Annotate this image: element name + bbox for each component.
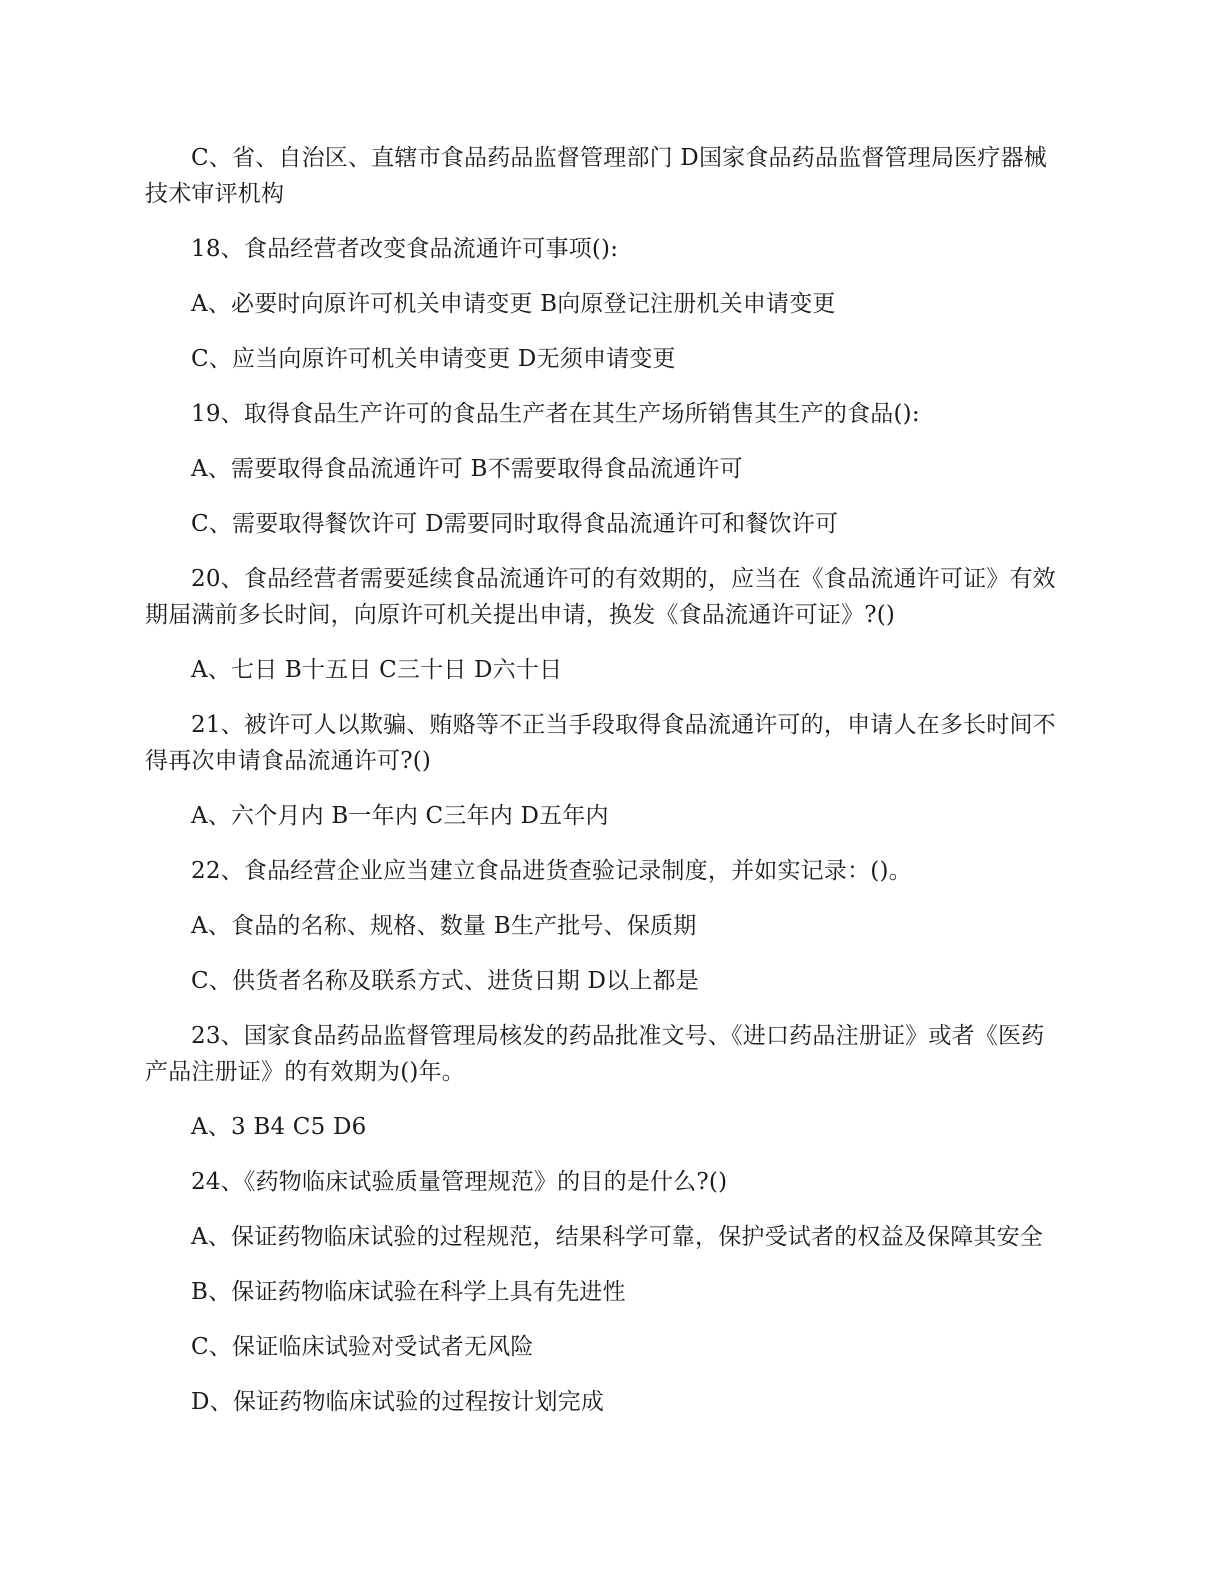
- document-body: [145, 140, 1060, 1439]
- question-23: 23、国家食品药品监督管理局核发的药品批准文号、《进口药品注册证》或者《医药产品注册证》的有效期为()年。: [145, 1023, 1045, 1085]
- option-line: A、必要时向原许可机关申请变更 B向原登记注册机关申请变更: [191, 291, 836, 317]
- question-18: 18、食品经营者改变食品流通许可事项():: [191, 236, 619, 262]
- option-line: A、七日 B十五日 C三十日 D六十日: [191, 657, 563, 683]
- option-line: A、保证药物临床试验的过程规范，结果科学可靠，保护受试者的权益及保障其安全: [191, 1224, 1044, 1250]
- option-line: C、需要取得餐饮许可 D需要同时取得食品流通许可和餐饮许可: [191, 511, 839, 537]
- option-line: D、保证药物临床试验的过程按计划完成: [191, 1389, 605, 1415]
- option-line: B、保证药物临床试验在科学上具有先进性: [191, 1279, 626, 1305]
- option-line: C、保证临床试验对受试者无风险: [191, 1334, 534, 1360]
- question-21: 21、被许可人以欺骗、贿赂等不正当手段取得食品流通许可的，申请人在多长时间不得再次申请食品流通许可?(): [145, 712, 1056, 774]
- question-19: 19、取得食品生产许可的食品生产者在其生产场所销售其生产的食品():: [191, 401, 920, 427]
- question-22: 22、食品经营企业应当建立食品进货查验记录制度，并如实记录：()。: [191, 858, 912, 884]
- option-line: A、食品的名称、规格、数量 B生产批号、保质期: [191, 913, 697, 939]
- option-line: A、六个月内 B一年内 C三年内 D五年内: [191, 803, 609, 829]
- question-24: 24、《药物临床试验质量管理规范》的目的是什么?(): [191, 1169, 728, 1195]
- option-line: C、应当向原许可机关申请变更 D无须申请变更: [191, 346, 676, 372]
- option-line: A、需要取得食品流通许可 B不需要取得食品流通许可: [191, 456, 743, 482]
- option-line: C、供货者名称及联系方式、进货日期 D以上都是: [191, 968, 699, 994]
- question-20: 20、食品经营者需要延续食品流通许可的有效期的，应当在《食品流通许可证》有效期届满前多长时间，向原许可机关提出申请，换发《食品流通许可证》?(): [145, 566, 1056, 628]
- option-line: C、省、自治区、直辖市食品药品监督管理部门 D国家食品药品监督管理局医疗器械技术审评机构: [145, 145, 1047, 207]
- option-line: A、3 B4 C5 D6: [191, 1114, 367, 1140]
